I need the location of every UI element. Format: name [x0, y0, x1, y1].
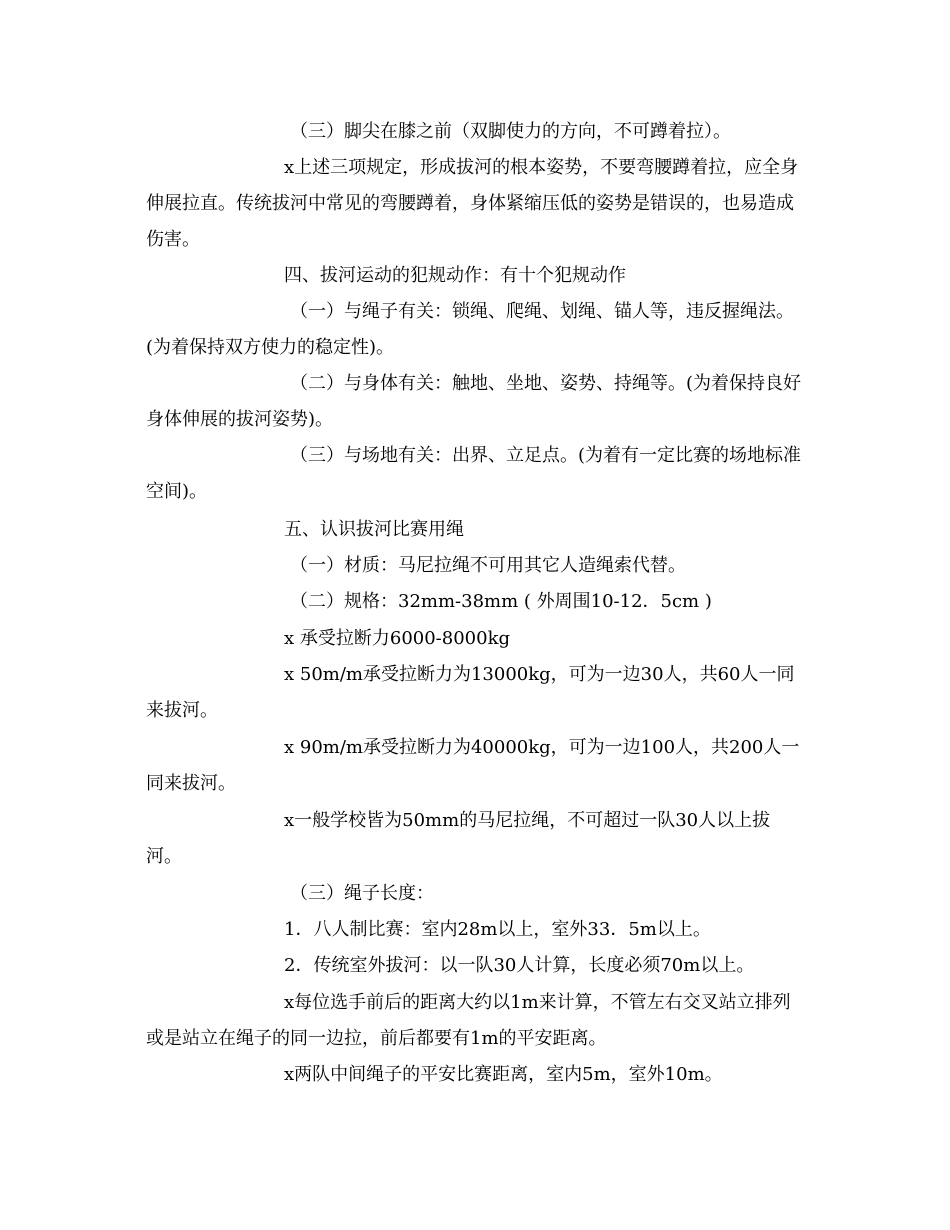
paragraph-basic-posture: x上述三项规定，形成拔河的根本姿势，不要弯腰蹲着拉，应全身伸展拉直。传统拔河中常见的弯腰蹲着，身体紧缩压低的姿势是错误的，也易造成伤害。 [146, 157, 799, 250]
heading-rope: 五、认识拔河比赛用绳 [284, 519, 464, 540]
paragraph-toe-position: （三）脚尖在膝之前（双脚使力的方向，不可蹲着拉）。 [290, 121, 731, 142]
paragraph-body-fouls: （二）与身体有关：触地、坐地、姿势、持绳等。(为着保持良好身体伸展的拔河姿势)。 [146, 373, 802, 430]
paragraph-breaking-force: x 承受拉断力6000-8000kg [284, 628, 511, 649]
paragraph-traditional: 2．传统室外拔河：以一队30人计算，长度必须70m以上。 [284, 955, 755, 976]
paragraph-rope-fouls: （一）与绳子有关：锁绳、爬绳、划绳、锚人等，违反握绳法。(为着保持双方使力的稳定性)。 [146, 301, 794, 358]
heading-rope-length: （三）绳子长度： [290, 883, 434, 904]
paragraph-spacing: x每位选手前后的距离大约以1m来计算，不管左右交叉站立排列或是站立在绳子的同一边拉，前后都要有1m的平安距离。 [146, 992, 791, 1049]
paragraph-safe-distance: x两队中间绳子的平安比赛距离，室内5m，室外10m。 [284, 1064, 723, 1085]
paragraph-50mm-rope: x 50m/m承受拉断力为13000kg，可为一边30人，共60人一同来拔河。 [146, 664, 795, 721]
paragraph-90mm-rope: x 90m/m承受拉断力为40000kg，可为一边100人，共200人一同来拔河。 [146, 737, 800, 794]
paragraph-eight-person: 1．八人制比赛：室内28m以上，室外33．5m以上。 [284, 919, 711, 940]
paragraph-rope-spec: （二）规格：32mm-38mm ( 外周围10-12．5cm ) [290, 591, 712, 612]
heading-fouls: 四、拔河运动的犯规动作：有十个犯规动作 [284, 265, 626, 286]
paragraph-rope-material: （一）材质：马尼拉绳不可用其它人造绳索代替。 [290, 555, 686, 576]
paragraph-field-fouls: （三）与场地有关：出界、立足点。(为着有一定比赛的场地标准空间)。 [146, 445, 802, 502]
paragraph-school-rope: x一般学校皆为50mm的马尼拉绳，不可超过一队30人以上拔河。 [146, 810, 771, 867]
